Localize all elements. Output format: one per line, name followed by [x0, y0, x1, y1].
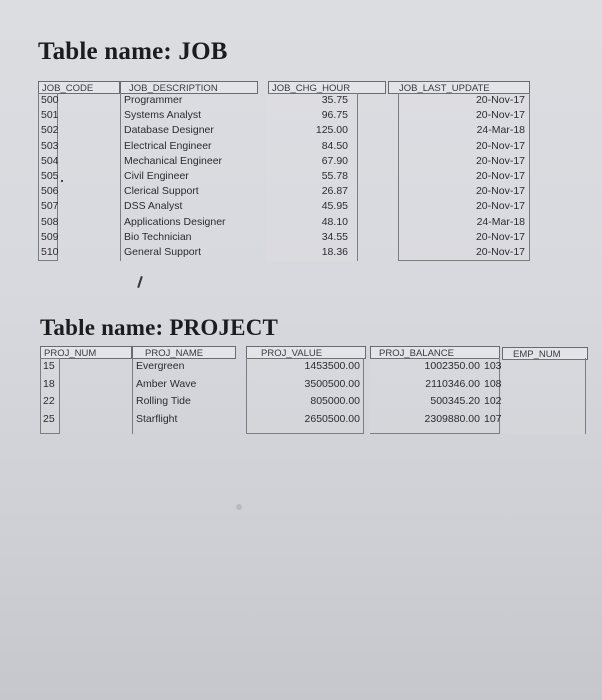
job-code-cell: 506	[41, 185, 59, 198]
job-last-update-cell: 24-Mar-18	[476, 215, 525, 228]
job-chg-hour-cell: 18.36	[321, 246, 348, 258]
job-description-cell: Clerical Support	[124, 185, 199, 198]
project-num-cell: 22	[43, 395, 55, 407]
smudge	[236, 504, 242, 510]
project-table	[40, 346, 590, 446]
project-name-cell: Evergreen	[136, 360, 185, 372]
job-code-cell: 503	[41, 139, 59, 152]
project-balance-cell: 500345.20	[430, 395, 480, 407]
job-description-cell: Systems Analyst	[124, 109, 202, 122]
speck	[61, 180, 63, 182]
project-value-cell: 2650500.00	[304, 412, 360, 425]
job-code-cell: 509	[41, 230, 59, 243]
job-table	[38, 81, 538, 281]
job-header-description: JOB_DESCRIPTION	[120, 81, 258, 94]
project-emp-num-cell: 102	[484, 395, 502, 407]
job-chg-hour-cell: 26.87	[321, 185, 348, 198]
job-last-update-cell: 20-Nov-17	[475, 200, 525, 213]
project-emp-num-cell: 103	[484, 360, 502, 372]
job-code-cell: 502	[41, 124, 59, 137]
job-description-cell: Bio Technician	[124, 230, 192, 243]
job-description-cell: Civil Engineer	[124, 170, 189, 182]
job-chg-hour-cell: 34.55	[321, 230, 348, 243]
job-code-cell: 510	[41, 246, 59, 258]
project-balance-cell: 1002350.00	[424, 360, 480, 372]
job-description-cell: Mechanical Engineer	[124, 154, 223, 167]
job-header-chg-hour: JOB_CHG_HOUR	[268, 81, 386, 94]
job-description-cell: General Support	[124, 246, 202, 258]
project-value-cell: 3500500.00	[304, 377, 360, 390]
job-description-column	[120, 93, 121, 261]
job-code-cell: 508	[41, 215, 59, 228]
job-code-cell: 505	[41, 170, 59, 182]
project-name-cell: Starflight	[136, 412, 178, 425]
project-name-column	[132, 358, 133, 434]
job-chg-hour-cell: 55.78	[321, 170, 348, 182]
project-emp-num-cell: 107	[484, 412, 502, 425]
job-last-update-cell: 20-Nov-17	[475, 170, 525, 182]
project-num-cell: 18	[43, 377, 55, 390]
project-name-cell: Rolling Tide	[136, 395, 191, 407]
project-header-name: PROJ_NAME	[132, 346, 236, 359]
job-chg-hour-cell: 67.90	[321, 154, 348, 167]
job-last-update-cell: 20-Nov-17	[475, 154, 525, 167]
job-chg-hour-cell: 96.75	[321, 109, 348, 122]
project-balance-cell: 2110346.00	[425, 377, 480, 390]
project-header-num: PROJ_NUM	[40, 346, 132, 359]
project-balance-cell: 2309880.00	[424, 412, 480, 425]
project-num-cell: 15	[43, 360, 55, 372]
job-chg-hour-cell: 125.00	[315, 124, 348, 137]
job-header-last-update: JOB_LAST_UPDATE	[388, 81, 530, 94]
job-chg-hour-cell: 35.75	[321, 94, 348, 106]
job-description-cell: DSS Analyst	[124, 200, 183, 213]
job-chg-hour-cell: 45.95	[321, 200, 348, 213]
project-header-value: PROJ_VALUE	[246, 346, 366, 359]
job-table-title: Table name: JOB	[38, 38, 228, 65]
job-code-cell: 501	[41, 109, 59, 122]
job-last-update-cell: 24-Mar-18	[476, 124, 525, 137]
job-code-cell: 504	[41, 154, 59, 167]
job-description-cell: Programmer	[124, 94, 183, 106]
project-header-emp-num: EMP_NUM	[502, 347, 588, 360]
job-chg-hour-cell: 48.10	[321, 215, 348, 228]
job-last-update-cell: 20-Nov-17	[475, 94, 525, 106]
job-last-update-cell: 20-Nov-17	[475, 139, 525, 152]
project-value-cell: 1453500.00	[304, 360, 360, 372]
project-value-cell: 805000.00	[310, 395, 360, 407]
job-last-update-cell: 20-Nov-17	[475, 109, 525, 122]
project-num-cell: 25	[43, 412, 55, 425]
job-header-code: JOB_CODE	[38, 81, 120, 94]
project-header-balance: PROJ_BALANCE	[370, 346, 500, 359]
job-code-cell: 500	[41, 94, 59, 106]
job-description-cell: Database Designer	[124, 124, 214, 137]
project-emp-num-cell: 108	[484, 377, 502, 390]
job-last-update-cell: 20-Nov-17	[475, 185, 525, 198]
project-table-title: Table name: PROJECT	[40, 315, 279, 340]
job-last-update-cell: 20-Nov-17	[475, 230, 525, 243]
job-description-cell: Electrical Engineer	[124, 139, 212, 152]
job-chg-hour-cell: 84.50	[321, 139, 348, 152]
job-code-cell: 507	[41, 200, 59, 213]
job-description-cell: Applications Designer	[124, 215, 226, 228]
project-name-cell: Amber Wave	[136, 377, 197, 390]
job-last-update-cell: 20-Nov-17	[475, 246, 525, 258]
